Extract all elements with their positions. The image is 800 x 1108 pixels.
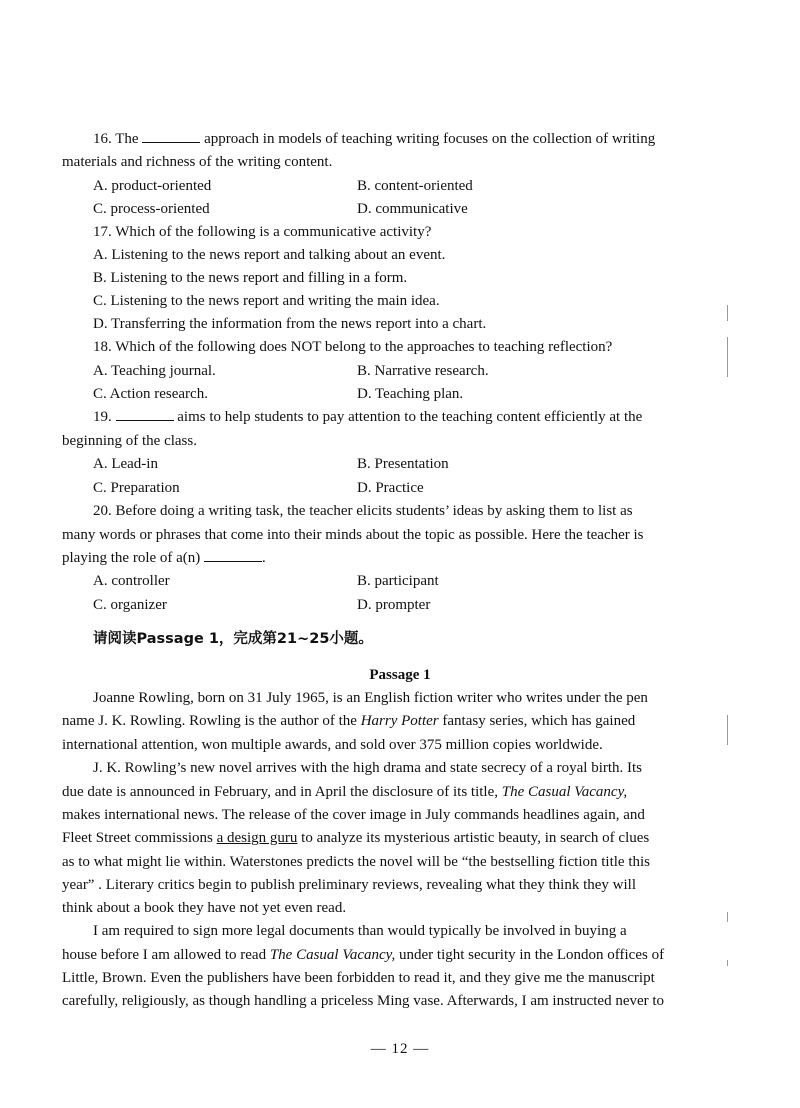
scan-mark <box>727 912 728 922</box>
q16-option-d: D. communicative <box>357 201 468 217</box>
q20-option-b: B. participant <box>357 573 439 589</box>
passage-p3-line2: house before I am allowed to read The Casual Vacancy, under tight security in the London offices of <box>62 947 665 963</box>
q16-stem: 16. The approach in models of teaching writing focuses on the collection of writing <box>93 131 656 147</box>
q19-option-a: A. Lead-in <box>93 456 158 472</box>
q16-option-a: A. product-oriented <box>93 178 212 194</box>
passage-p1-line3: international attention, won multiple awards, and sold over 375 million copies worldwide. <box>62 737 603 753</box>
passage-p2-line3: makes international news. The release of the cover image in July commands headlines again, and <box>62 807 645 823</box>
q18-option-c: C. Action research. <box>93 386 208 402</box>
passage-p3-line3: Little, Brown. Even the publishers have been forbidden to read it, and they give me the manuscript <box>62 970 655 986</box>
q19-option-c: C. Preparation <box>93 480 180 496</box>
q20-option-d: D. prompter <box>357 597 431 613</box>
passage-p2-line4: Fleet Street commissions a design guru to analyze its mysterious artistic beauty, in search of clues <box>62 830 650 846</box>
reading-instruction: 请阅读Passage 1，完成第21~25小题。 <box>93 631 373 647</box>
passage-title: Passage 1 <box>369 667 431 683</box>
q19-blank <box>116 408 174 421</box>
q18-option-d: D. Teaching plan. <box>357 386 464 402</box>
scan-mark <box>727 337 728 377</box>
q16-blank <box>142 130 200 143</box>
q18-stem: 18. Which of the following does NOT belong to the approaches to teaching reflection? <box>93 339 613 355</box>
q16-stem-line2: materials and richness of the writing content. <box>62 154 333 170</box>
scan-mark <box>727 715 728 745</box>
q17-option-d: D. Transferring the information from the news report into a chart. <box>93 316 487 332</box>
q16-option-c: C. process-oriented <box>93 201 210 217</box>
passage-p2-line2: due date is announced in February, and in April the disclosure of its title, The Casual Vacancy, <box>62 784 628 800</box>
q20-stem: 20. Before doing a writing task, the teacher elicits students’ ideas by asking them to list as <box>93 503 633 519</box>
passage-p1-line2: name J. K. Rowling. Rowling is the author of the Harry Potter fantasy series, which has gained <box>62 713 636 729</box>
scan-mark <box>727 960 728 966</box>
q18-option-a: A. Teaching journal. <box>93 363 216 379</box>
q19-option-b: B. Presentation <box>357 456 449 472</box>
q17-option-b: B. Listening to the news report and filling in a form. <box>93 270 408 286</box>
design-guru-underlined: a design guru <box>216 830 298 846</box>
q19-stem: 19. aims to help students to pay attention to the teaching content efficiently at the <box>93 409 643 425</box>
q19-stem-line2: beginning of the class. <box>62 433 197 449</box>
passage-p1-line1: Joanne Rowling, born on 31 July 1965, is an English fiction writer who writes under the pen <box>93 690 648 706</box>
passage-p2-line7: think about a book they have not yet even read. <box>62 900 347 916</box>
passage-p2-line1: J. K. Rowling’s new novel arrives with the high drama and state secrecy of a royal birth. Its <box>93 760 643 776</box>
q20-stem-line2: many words or phrases that come into their minds about the topic as possible. Here the teacher is <box>62 527 644 543</box>
passage-p3-line1: I am required to sign more legal documents than would typically be involved in buying a <box>93 923 627 939</box>
q17-option-c: C. Listening to the news report and writing the main idea. <box>93 293 440 309</box>
q20-option-c: C. organizer <box>93 597 167 613</box>
q19-option-d: D. Practice <box>357 480 424 496</box>
q20-blank <box>204 549 262 562</box>
q17-option-a: A. Listening to the news report and talking about an event. <box>93 247 446 263</box>
page-number: — 12 — <box>370 1041 430 1057</box>
passage-p2-line5: as to what might lie within. Waterstones predicts the novel will be “the bestselling fiction title this <box>62 854 650 870</box>
q18-option-b: B. Narrative research. <box>357 363 489 379</box>
q20-option-a: A. controller <box>93 573 170 589</box>
passage-p2-line6: year” . Literary critics begin to publish preliminary reviews, revealing what they think they will <box>62 877 636 893</box>
q17-stem: 17. Which of the following is a communicative activity? <box>93 224 432 240</box>
passage-p3-line4: carefully, religiously, as though handling a priceless Ming vase. Afterwards, I am instructed never to <box>62 993 665 1009</box>
scan-mark <box>727 305 728 321</box>
q16-option-b: B. content-oriented <box>357 178 473 194</box>
q20-stem-line3: playing the role of a(n) . <box>62 550 266 566</box>
